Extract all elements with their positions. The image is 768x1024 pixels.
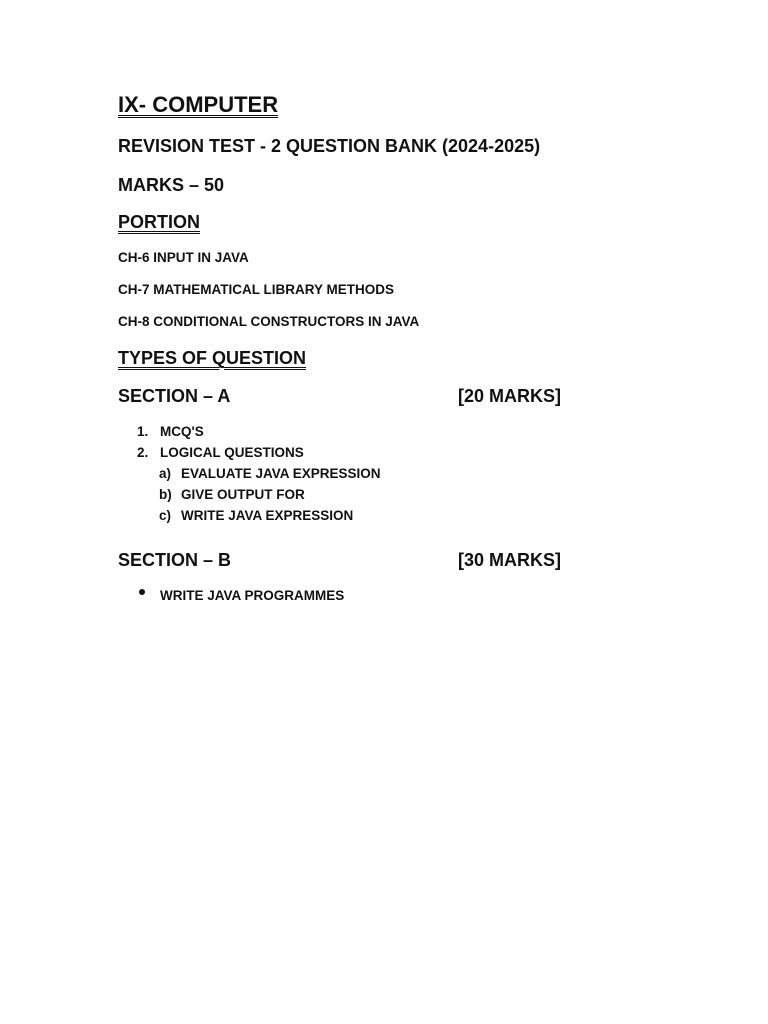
list-item-text: MCQ'S [160, 424, 204, 439]
section-a-label: SECTION – A [118, 386, 231, 406]
sub-item-text: EVALUATE JAVA EXPRESSION [181, 466, 381, 481]
sub-item-letter: c) [159, 508, 172, 523]
total-marks: MARKS – 50 [118, 175, 225, 195]
portion-heading: PORTION [118, 212, 201, 232]
bullet-item-text: WRITE JAVA PROGRAMMES [160, 588, 345, 603]
types-heading: TYPES OF QUESTION [118, 348, 307, 368]
document-subtitle: REVISION TEST - 2 QUESTION BANK (2024-2025) [118, 136, 541, 156]
section-a-marks: [20 MARKS] [458, 386, 562, 406]
chapter-item: CH-6 INPUT IN JAVA [118, 250, 249, 265]
section-b-label: SECTION – B [118, 550, 232, 570]
list-item-text: LOGICAL QUESTIONS [160, 445, 304, 460]
sub-item-letter: b) [159, 487, 172, 502]
section-b-marks: [30 MARKS] [458, 550, 562, 570]
bullet-icon [139, 589, 145, 595]
list-item-number: 1. [137, 424, 149, 439]
sub-item-text: GIVE OUTPUT FOR [181, 487, 305, 502]
document-title: IX- COMPUTER [118, 92, 279, 117]
sub-item-letter: a) [159, 466, 172, 481]
chapter-item: CH-7 MATHEMATICAL LIBRARY METHODS [118, 282, 394, 297]
sub-item-text: WRITE JAVA EXPRESSION [181, 508, 354, 523]
list-item-number: 2. [137, 445, 149, 460]
chapter-item: CH-8 CONDITIONAL CONSTRUCTORS IN JAVA [118, 314, 420, 329]
